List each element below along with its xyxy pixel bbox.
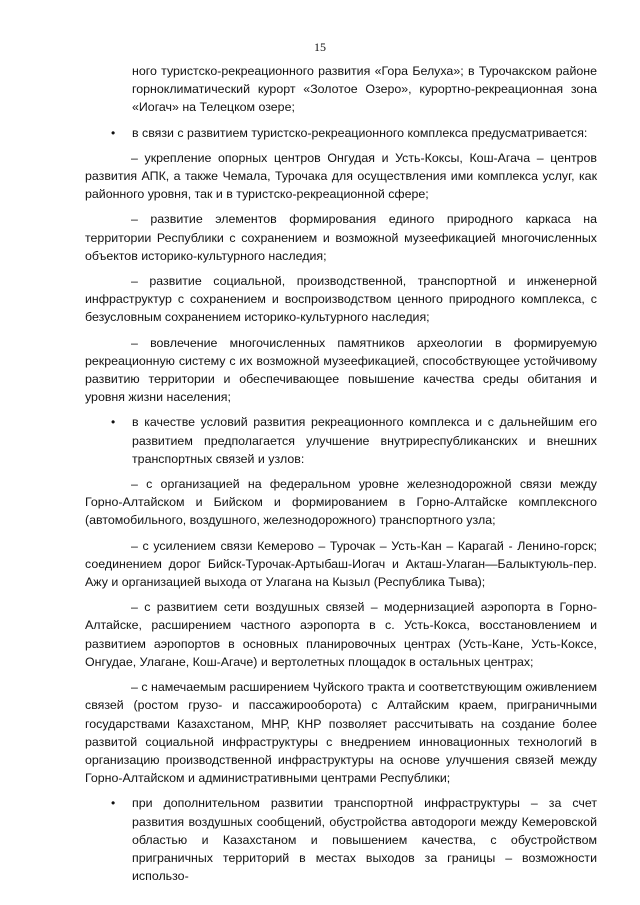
paragraph-continuation: ного туристско-рекреационного развития «Гора Белуха»; в Турочакском районе горноклиматический курорт «Золотое Озеро», курортно-рекреационная зона «Иогач» на Телецком озере; bbox=[132, 64, 597, 115]
page-number: 15 bbox=[314, 40, 326, 54]
bullet-icon: • bbox=[111, 125, 116, 140]
bullet-icon: • bbox=[111, 796, 116, 811]
bullet-text: в связи с развитием туристско-рекреационного комплекса предусматривается: bbox=[132, 125, 588, 140]
bullet-text: в качестве условий развития рекреационного комплекса и с дальнейшим его развитием предполагается улучшение внутриреспубликанских и внешних транспортных связей и узлов: bbox=[132, 415, 597, 466]
sub-paragraph: – с организацией на федеральном уровне железнодорожной связи между Горно-Алтайском и Бийском и формированием в Горно-Алтайске комплексного (автомобильного, воздушного, железнодорожного) транспортного узла; bbox=[85, 477, 597, 528]
sub-paragraph: – с намечаемым расширением Чуйского тракта и соответствующим оживлением связей (ростом грузо- и пассажирооборота) с Алтайским краем, приграничными государствами Казахстаном, МНР, КНР позволяет рассчитывать на создание более развитой социальной инфраструктуры с внедрением инновационных технологий в организацию производственной инфраструктуры на основе улучшения связей между Горно-Алтайском и административными центрами Республики; bbox=[85, 680, 597, 786]
bullet-text: при дополнительном развитии транспортной инфраструктуры – за счет развития воздушных сообщений, обустройства автодороги между Кемеровской областью и Казахстаном и повышением качества, с обустройством приграничных территорий в местах выходов за границы – возможности использо- bbox=[132, 796, 597, 884]
bullet-icon: • bbox=[111, 415, 116, 430]
sub-paragraph: – с усилением связи Кемерово – Турочак – Усть-Кан – Карагай - Ленино-горск; соединением дорог Бийск-Турочак-Артыбаш-Иогач и Акташ-Улаган—Балыктуюль-пер. Ажу и организацией выхода от Улагана на Кызыл (Республика Тыва); bbox=[85, 538, 597, 590]
bullet-item bbox=[85, 794, 597, 885]
sub-paragraph: – укрепление опорных центров Онгудая и Усть-Коксы, Кош-Агача – центров развития АПК, а также Чемала, Турочака для осуществления ими комплекса услуг, как районного уровня, так и в туристско-рекреационной сфере; bbox=[85, 150, 597, 202]
bullet-item bbox=[85, 413, 597, 468]
sub-paragraph: – развитие элементов формирования единого природного каркаса на территории Республики с сохранением и возможной музеефикацией многочисленных объектов историко-культурного наследия; bbox=[85, 212, 597, 263]
sub-paragraph: – с развитием сети воздушных связей – модернизацией аэропорта в Горно-Алтайске, расширением частного аэропорта в с. Усть-Кокса, восстановлением и развитием аэропортов в основных планировочных центрах (Усть-Кане, Усть-Коксе, Онгудае, Улагане, Кош-Агаче) и вертолетных площадок в остальных центрах; bbox=[85, 600, 597, 669]
document-body bbox=[85, 62, 597, 892]
sub-paragraph: – вовлечение многочисленных памятников археологии в формируемую рекреационную систему с их возможной музеефикацией, способствующее устойчивому развитию территории и обеспечивающее повышение качества среды обитания и уровня жизни населения; bbox=[85, 335, 597, 405]
bullet-item bbox=[85, 124, 597, 142]
sub-paragraph: – развитие социальной, производственной, транспортной и инженерной инфраструктур с сохранением и воспроизводством ценного природного комплекса, с безусловным сохранением историко-культурного наследия; bbox=[85, 274, 597, 325]
